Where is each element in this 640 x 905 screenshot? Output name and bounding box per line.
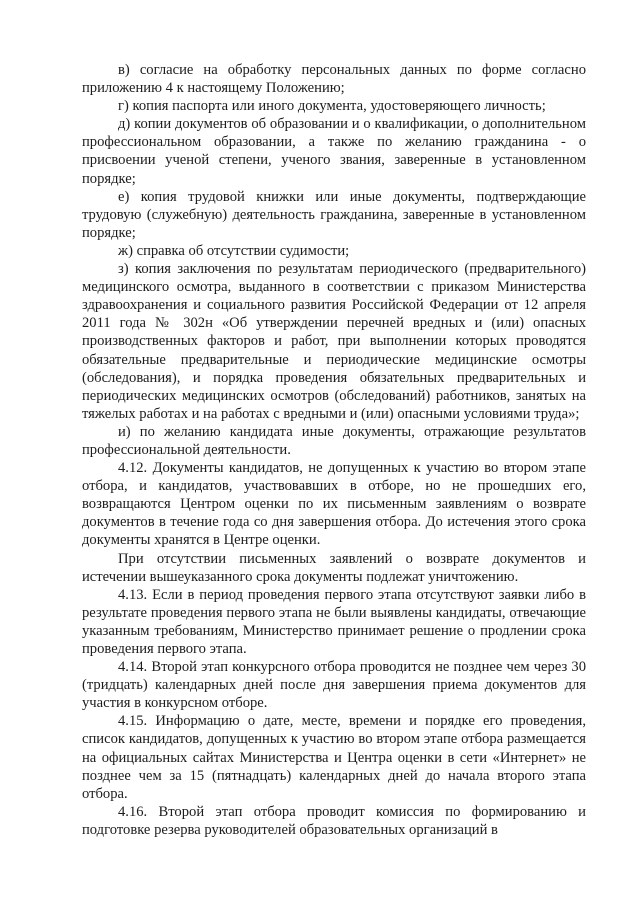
item-g-passport: г) копия паспорта или иного документа, удостоверяющего личность; (118, 98, 546, 115)
item-i-other-documents: и) по желанию кандидата иные документы, отражающие результатов профессиональной деятельности. (82, 423, 586, 458)
clause-4-12: 4.12. Документы кандидатов, не допущенных к участию во втором этапе отбора, и кандидатов, участвовавших в отборе, но не прошедших его, возвращаются Центром оценки по их письменным заявлениям о возврате документов в течение года со дня завершения отбора. До истечения этого срока документы хранятся в Центре оценки. (82, 460, 586, 549)
clause-4-16: 4.16. Второй этап отбора проводит комиссия по формированию и подготовке резерва руководителей образовательных организаций в (82, 803, 586, 838)
document-page (82, 61, 586, 839)
item-e-employment: е) копия трудовой книжки или иные документы, подтверждающие трудовую (служебную) деятельность гражданина, заверенные в установленном порядке; (82, 188, 586, 241)
clause-4-12-continued: При отсутствии письменных заявлений о возврате документов и истечении вышеуказанного срока документы подлежат уничтожению. (82, 550, 586, 585)
item-z-medical: з) копия заключения по результатам периодического (предварительного) медицинского осмотра, выданного в соответствии с приказом Министерства здравоохранения и социального развития Российской Федерации от 12 апреля 2011 года № 302н «Об утверждении перечней вредных и (или) опасных производственных факторов и работ, при выполнении которых проводятся обязательные предварительные и периодические медицинские осмотры (обследования), и порядка проведения обязательных предварительных и периодических медицинских осмотров (обследований) работников, занятых на тяжелых работах и на работах с вредными и (или) опасными условиями труда»; (82, 261, 586, 422)
clause-4-14: 4.14. Второй этап конкурсного отбора проводится не позднее чем через 30 (тридцать) календарных дней после дня завершения приема документов для участия в конкурсном отборе. (82, 659, 586, 712)
clause-4-13: 4.13. Если в период проведения первого этапа отсутствуют заявки либо в результате проведения первого этапа не были выявлены кандидаты, отвечающие указанным требованиям, Министерство принимает решение о продлении срока проведения первого этапа. (82, 586, 586, 657)
clause-4-15: 4.15. Информацию о дате, месте, времени и порядке его проведения, список кандидатов, допущенных к участию во втором этапе отбора размещается на официальных сайтах Министерства и Центра оценки в сети «Интернет» не позднее чем за 15 (пятнадцать) календарных дней до начала второго этапа отбора. (82, 713, 586, 802)
item-zh-criminal-record: ж) справка об отсутствии судимости; (118, 242, 350, 259)
item-d-education: д) копии документов об образовании и о квалификации, о дополнительном профессиональном образовании, а также по желанию гражданина - о присвоении ученой степени, ученого звания, заверенные в установленном порядке; (82, 116, 586, 187)
item-v-consent: в) согласие на обработку персональных данных по форме согласно приложению 4 к настоящему Положению; (82, 62, 586, 97)
